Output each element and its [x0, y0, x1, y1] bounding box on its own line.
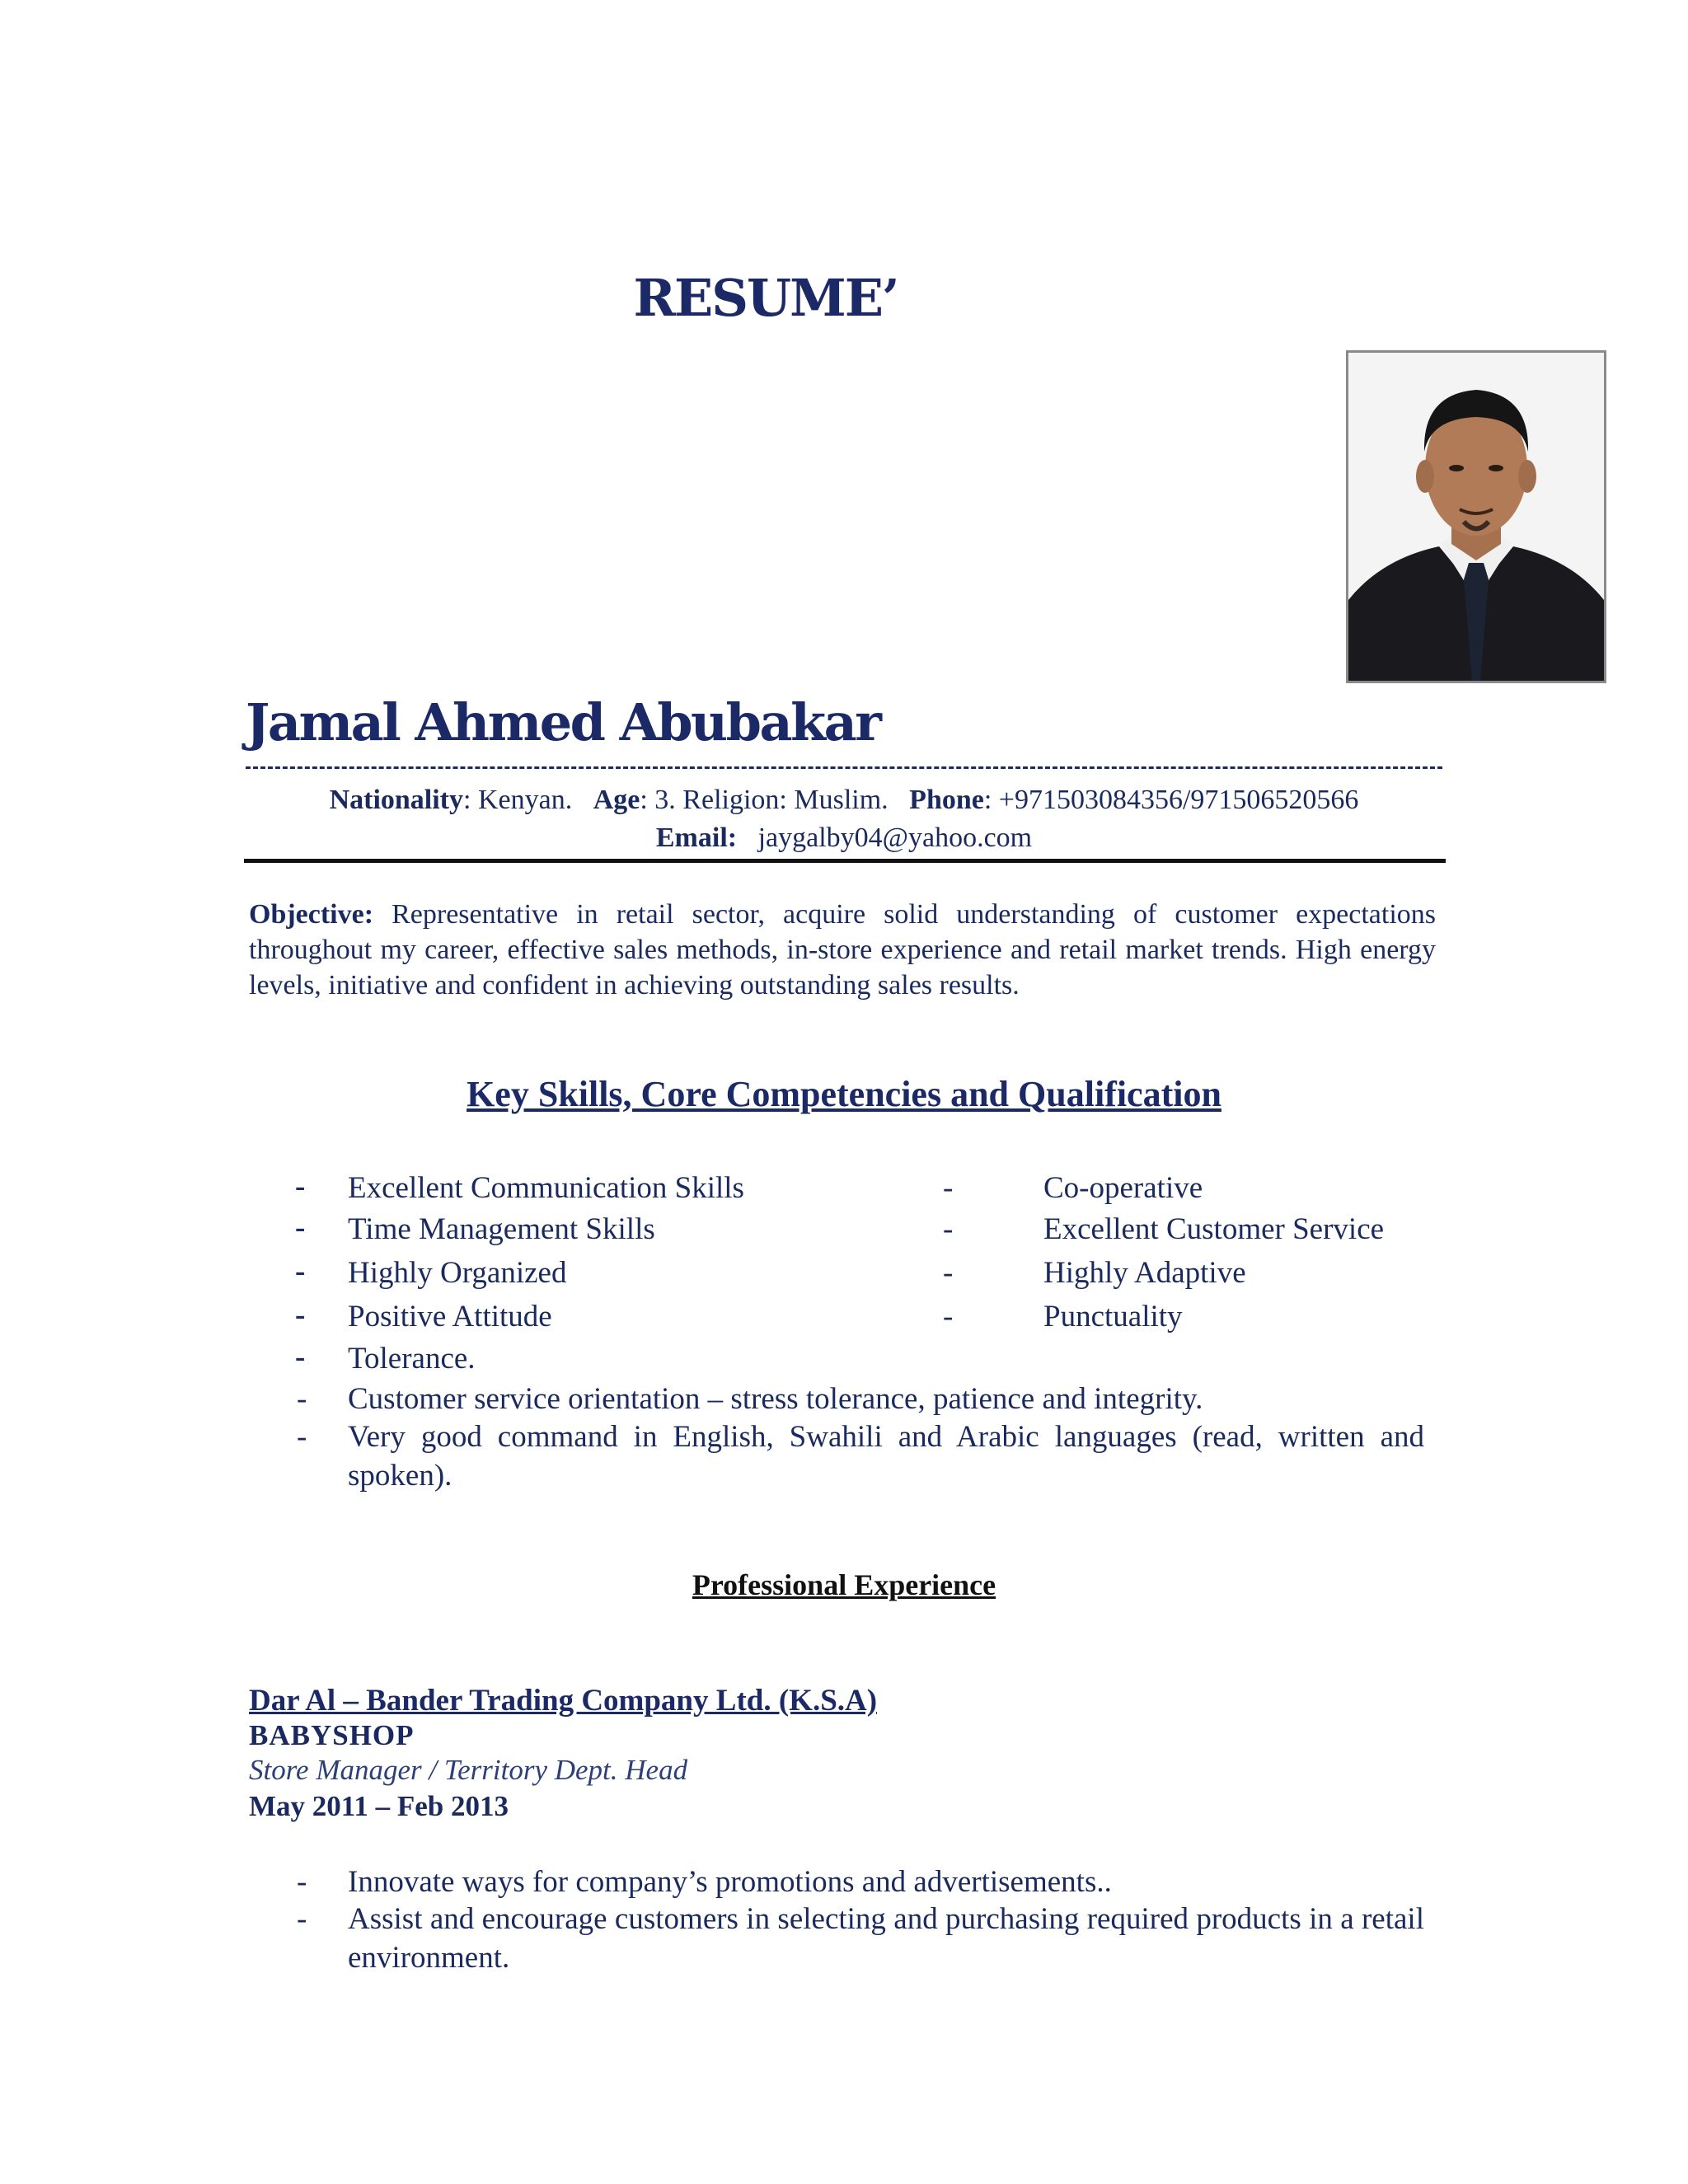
skill-long-item: Customer service orientation – stress tolerance, patience and integrity.	[348, 1382, 1203, 1416]
skill-item: Highly Organized	[348, 1256, 567, 1290]
email-line	[246, 823, 1442, 854]
header-rule	[244, 859, 1446, 863]
skill-item: Positive Attitude	[348, 1300, 552, 1333]
profile-photo	[1346, 350, 1606, 683]
objective-text: Representative in retail sector, acquire solid understanding of customer expectations throughout my career, effective sales methods, in-store experience and retail market trends. High energy levels, initiative and confident in achieving outstanding sales results.	[249, 899, 1437, 1001]
bullet-dash: -	[297, 1865, 307, 1899]
bullet-dash: -	[943, 1300, 954, 1333]
skill-long-item: Very good command in English, Swahili and Arabic languages (read, written and spoken).	[348, 1420, 1424, 1493]
bullet-dash: -	[943, 1171, 954, 1205]
email-value[interactable]: jaygalby04@yahoo.com	[757, 823, 1033, 853]
company-name: Dar Al – Bander Trading Company Ltd. (K.S.A)	[249, 1684, 878, 1718]
bullet-dash: -	[295, 1169, 306, 1203]
resume-title: RESUME’	[633, 268, 898, 328]
job-role: Store Manager / Territory Dept. Head	[249, 1754, 688, 1786]
job-dates: May 2011 – Feb 2013	[249, 1790, 509, 1822]
skills-heading: Key Skills, Core Competencies and Qualification	[467, 1074, 1221, 1114]
skill-item: Punctuality	[1043, 1300, 1183, 1333]
bullet-dash: -	[297, 1902, 307, 1936]
bullet-dash: -	[943, 1256, 954, 1290]
skill-item: Tolerance.	[348, 1342, 476, 1376]
candidate-name: Jamal Ahmed Abubakar	[246, 692, 880, 752]
bullet-dash: -	[295, 1298, 306, 1332]
experience-heading: Professional Experience	[692, 1568, 996, 1601]
shop-name: BABYSHOP	[249, 1719, 415, 1751]
duty-item: Innovate ways for company’s promotions and advertisements..	[348, 1865, 1112, 1899]
skill-item: Time Management Skills	[348, 1212, 655, 1246]
skill-item: Excellent Communication Skills	[348, 1171, 744, 1205]
duty-item: Assist and encourage customers in selecting and purchasing required products in a retail environment.	[348, 1902, 1424, 1975]
nationality-label: Nationality	[329, 785, 464, 815]
skill-item: Co-operative	[1043, 1171, 1203, 1205]
bullet-dash: -	[943, 1212, 954, 1246]
skill-item: Highly Adaptive	[1043, 1256, 1246, 1290]
phone-value: : +971503084356/971506520566	[983, 785, 1359, 815]
dashed-divider	[246, 755, 1442, 769]
nationality-value: : Kenyan.	[463, 785, 573, 815]
objective-paragraph	[249, 897, 1436, 1003]
age-value: : 3. Religion: Muslim.	[640, 785, 889, 815]
age-label: Age	[593, 785, 640, 815]
objective-label: Objective:	[249, 899, 374, 930]
personal-info-line	[246, 785, 1442, 816]
bullet-dash: -	[297, 1420, 307, 1454]
bullet-dash: -	[295, 1211, 306, 1244]
bullet-dash: -	[295, 1254, 306, 1288]
bullet-dash: -	[297, 1382, 307, 1416]
bullet-dash: -	[295, 1340, 306, 1374]
email-label: Email:	[655, 823, 738, 853]
skill-item: Excellent Customer Service	[1043, 1212, 1385, 1246]
portrait-image	[1348, 353, 1604, 681]
phone-label: Phone	[909, 785, 984, 815]
